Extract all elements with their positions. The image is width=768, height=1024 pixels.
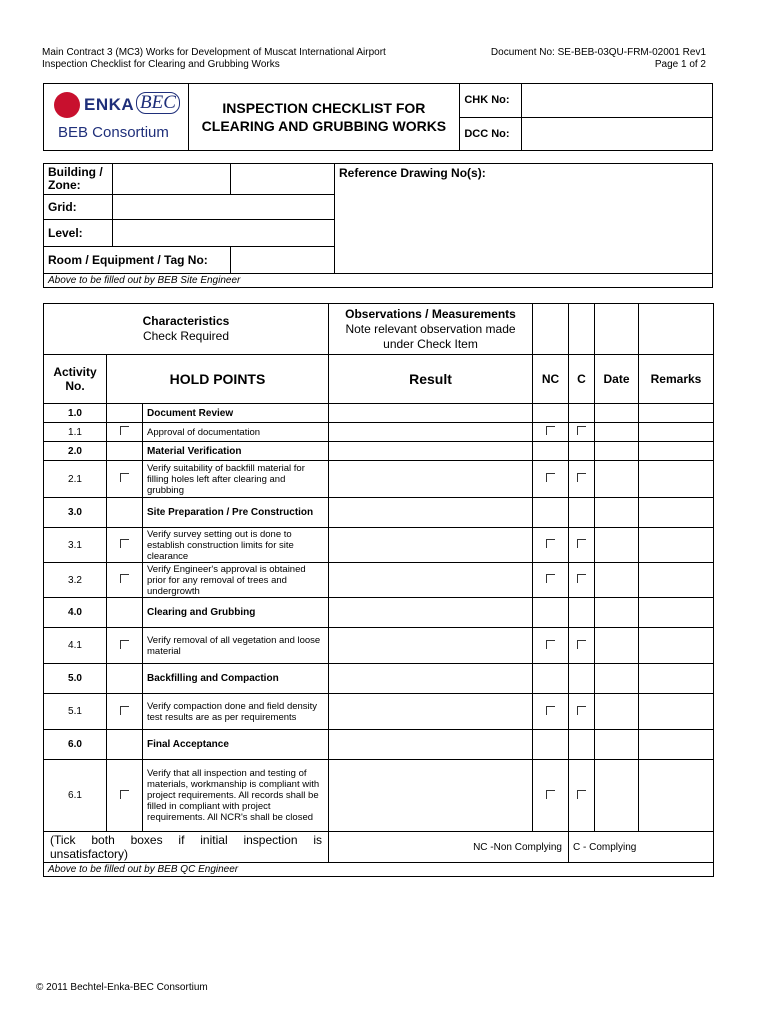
table-row	[44, 461, 714, 498]
remarks-field[interactable]	[639, 664, 714, 694]
c-check[interactable]	[569, 628, 595, 664]
date-field[interactable]	[595, 461, 639, 498]
date-field[interactable]	[595, 730, 639, 760]
date-field[interactable]	[595, 694, 639, 730]
activity-number: 3.0	[44, 498, 107, 528]
checkbox-icon[interactable]	[120, 790, 129, 799]
check-item-text: Document Review	[143, 404, 329, 423]
nc-check[interactable]	[533, 563, 569, 598]
date-field[interactable]	[595, 563, 639, 598]
remarks-field[interactable]	[639, 598, 714, 628]
c-check[interactable]	[569, 461, 595, 498]
checkbox-icon[interactable]	[577, 706, 586, 715]
hold-point-check	[107, 442, 143, 461]
nc-check	[533, 730, 569, 760]
checkbox-icon[interactable]	[577, 426, 586, 435]
activity-number: 2.0	[44, 442, 107, 461]
check-required-label: Check Required	[142, 329, 230, 343]
table-row	[44, 628, 714, 664]
c-check	[569, 598, 595, 628]
header-line1: Main Contract 3 (MC3) Works for Development of Muscat International Airport	[42, 47, 386, 58]
c-check	[569, 730, 595, 760]
checkbox-icon[interactable]	[120, 539, 129, 548]
hold-point-check	[107, 664, 143, 694]
table-row	[44, 563, 714, 598]
check-item-text: Verify Engineer's approval is obtained prior for any removal of trees and undergrowth	[143, 563, 329, 598]
observations-label: Observations / Measurements	[345, 306, 516, 321]
result-field[interactable]	[329, 694, 533, 730]
nc-check[interactable]	[533, 628, 569, 664]
activity-number: 3.1	[44, 528, 107, 563]
result-field[interactable]	[329, 461, 533, 498]
check-item-text: Clearing and Grubbing	[143, 598, 329, 628]
observations-header	[329, 304, 533, 355]
table-row	[44, 404, 714, 423]
check-item-text: Site Preparation / Pre Construction	[143, 498, 329, 528]
building-label: Building / Zone:	[44, 164, 113, 195]
nc-header: NC	[533, 355, 569, 404]
remarks-field[interactable]	[639, 730, 714, 760]
hold-points-header: HOLD POINTS	[107, 355, 329, 404]
c-check	[569, 498, 595, 528]
nc-legend: NC -Non Complying	[329, 832, 569, 863]
nc-check[interactable]	[533, 528, 569, 563]
activity-number: 6.0	[44, 730, 107, 760]
bechtel-seal-icon	[54, 92, 80, 118]
c-check[interactable]	[569, 694, 595, 730]
activity-number: 4.1	[44, 628, 107, 664]
result-field[interactable]	[329, 760, 533, 832]
copyright: © 2011 Bechtel-Enka-BEC Consortium	[36, 982, 208, 993]
result-field[interactable]	[329, 730, 533, 760]
date-field[interactable]	[595, 760, 639, 832]
c-header: C	[569, 355, 595, 404]
date-field[interactable]	[595, 442, 639, 461]
c-check[interactable]	[569, 528, 595, 563]
checkbox-icon[interactable]	[577, 574, 586, 583]
checkbox-icon[interactable]	[546, 706, 555, 715]
check-item-text: Material Verification	[143, 442, 329, 461]
form-title: INSPECTION CHECKLIST FOR CLEARING AND GRUBBING WORKS	[188, 84, 460, 151]
remarks-field[interactable]	[639, 442, 714, 461]
hold-point-check	[107, 730, 143, 760]
checkbox-icon[interactable]	[546, 473, 555, 482]
activity-number: 3.2	[44, 563, 107, 598]
activity-number: 1.0	[44, 404, 107, 423]
result-field[interactable]	[329, 563, 533, 598]
check-item-text: Approval of documentation	[143, 423, 329, 442]
result-field[interactable]	[329, 404, 533, 423]
remarks-field[interactable]	[639, 423, 714, 442]
remarks-field[interactable]	[639, 404, 714, 423]
remarks-field[interactable]	[639, 760, 714, 832]
result-field[interactable]	[329, 442, 533, 461]
nc-check	[533, 664, 569, 694]
checkbox-icon[interactable]	[120, 426, 129, 435]
checkbox-icon[interactable]	[120, 640, 129, 649]
activity-number: 1.1	[44, 423, 107, 442]
c-check[interactable]	[569, 563, 595, 598]
checkbox-icon[interactable]	[120, 574, 129, 583]
table-row	[44, 760, 714, 832]
check-item-text: Backfilling and Compaction	[143, 664, 329, 694]
document-number: Document No: SE-BEB-03QU-FRM-02001 Rev1	[490, 47, 706, 58]
date-field[interactable]	[595, 598, 639, 628]
c-legend: C - Complying	[569, 832, 714, 863]
hold-point-check[interactable]	[107, 760, 143, 832]
activity-number: 2.1	[44, 461, 107, 498]
checklist-table	[43, 303, 714, 877]
table-row	[44, 442, 714, 461]
date-field[interactable]	[595, 628, 639, 664]
check-item-text: Final Acceptance	[143, 730, 329, 760]
result-field[interactable]	[329, 528, 533, 563]
date-field[interactable]	[595, 423, 639, 442]
hold-point-check[interactable]	[107, 563, 143, 598]
checkbox-icon[interactable]	[546, 426, 555, 435]
checkbox-icon[interactable]	[577, 640, 586, 649]
characteristics-header	[44, 304, 329, 355]
qc-engineer-note: Above to be filled out by BEB QC Engineer	[44, 863, 714, 877]
check-item-text: Verify that all inspection and testing of materials, workmanship is compliant with project requirements. All records shall be filled in compliant with project requirements. All NCR's shall be closed	[143, 760, 329, 832]
remarks-header: Remarks	[639, 355, 714, 404]
grid-field[interactable]	[113, 195, 335, 220]
nc-check	[533, 498, 569, 528]
hold-point-check	[107, 498, 143, 528]
nc-check[interactable]	[533, 461, 569, 498]
activity-number: 6.1	[44, 760, 107, 832]
result-field[interactable]	[329, 423, 533, 442]
reference-drawing-label: Reference Drawing No(s):	[339, 166, 486, 180]
check-item-text: Verify removal of all vegetation and loose material	[143, 628, 329, 664]
zone-field[interactable]	[231, 164, 335, 195]
table-row	[44, 423, 714, 442]
table-row	[44, 528, 714, 563]
c-check[interactable]	[569, 423, 595, 442]
remarks-field[interactable]	[639, 628, 714, 664]
remarks-field[interactable]	[639, 498, 714, 528]
hold-point-check	[107, 598, 143, 628]
bec-logo: BEC	[136, 92, 180, 114]
page-number: Page 1 of 2	[654, 59, 706, 70]
date-field[interactable]	[595, 664, 639, 694]
checkbox-icon[interactable]	[577, 790, 586, 799]
checkbox-icon[interactable]	[120, 706, 129, 715]
remarks-field[interactable]	[639, 461, 714, 498]
nc-check[interactable]	[533, 760, 569, 832]
chk-label: CHK No:	[460, 84, 522, 118]
activity-number: 4.0	[44, 598, 107, 628]
nc-check	[533, 442, 569, 461]
grid-label: Grid:	[44, 195, 113, 220]
table-row	[44, 730, 714, 760]
nc-check	[533, 598, 569, 628]
activity-number: 5.0	[44, 664, 107, 694]
result-field[interactable]	[329, 664, 533, 694]
c-check	[569, 442, 595, 461]
consortium-name: BEB Consortium	[58, 124, 169, 141]
table-row	[44, 664, 714, 694]
observations-note: Note relevant observation made under Check Item	[345, 321, 516, 351]
hold-point-check[interactable]	[107, 423, 143, 442]
remarks-field[interactable]	[639, 694, 714, 730]
check-item-text: Verify suitability of backfill material for filling holes left after clearing and grubbing	[143, 461, 329, 498]
date-field[interactable]	[595, 528, 639, 563]
checkbox-icon[interactable]	[120, 473, 129, 482]
chk-number-field[interactable]	[521, 84, 712, 118]
checkbox-icon[interactable]	[546, 640, 555, 649]
result-field[interactable]	[329, 598, 533, 628]
room-label: Room / Equipment / Tag No:	[44, 247, 231, 274]
result-field[interactable]	[329, 628, 533, 664]
table-row	[44, 498, 714, 528]
nc-check	[533, 404, 569, 423]
hold-point-check[interactable]	[107, 628, 143, 664]
hold-point-check[interactable]	[107, 694, 143, 730]
building-field[interactable]	[113, 164, 231, 195]
activity-no-header: Activity No.	[44, 355, 107, 404]
result-field[interactable]	[329, 498, 533, 528]
result-header: Result	[329, 355, 533, 404]
table-row	[44, 598, 714, 628]
site-engineer-note: Above to be filled out by BEB Site Engineer	[44, 274, 713, 288]
checkbox-icon[interactable]	[546, 539, 555, 548]
remarks-field[interactable]	[639, 528, 714, 563]
hold-point-check[interactable]	[107, 528, 143, 563]
c-check	[569, 664, 595, 694]
table-row	[44, 694, 714, 730]
hold-point-check[interactable]	[107, 461, 143, 498]
level-label: Level:	[44, 220, 113, 247]
dcc-number-field[interactable]	[521, 117, 712, 151]
checkbox-icon[interactable]	[577, 539, 586, 548]
activity-number: 5.1	[44, 694, 107, 730]
hold-point-check	[107, 404, 143, 423]
reference-drawing-field[interactable]	[335, 164, 713, 274]
nc-check[interactable]	[533, 694, 569, 730]
checkbox-icon[interactable]	[546, 790, 555, 799]
checkbox-icon[interactable]	[546, 574, 555, 583]
title-block	[43, 83, 713, 151]
date-header: Date	[595, 355, 639, 404]
room-field[interactable]	[231, 247, 335, 274]
logo-cell	[44, 84, 189, 151]
header-line2: Inspection Checklist for Clearing and Grubbing Works	[42, 59, 280, 70]
c-check	[569, 404, 595, 423]
tick-note: (Tick both boxes if initial inspection is unsatisfactory)	[44, 832, 329, 863]
location-block	[43, 163, 713, 288]
nc-check[interactable]	[533, 423, 569, 442]
checkbox-icon[interactable]	[577, 473, 586, 482]
enka-logo: ENKA	[84, 95, 135, 114]
date-field[interactable]	[595, 498, 639, 528]
date-field[interactable]	[595, 404, 639, 423]
characteristics-label: Characteristics	[142, 314, 230, 328]
check-item-text: Verify survey setting out is done to establish construction limits for site clearance	[143, 528, 329, 563]
c-check[interactable]	[569, 760, 595, 832]
check-item-text: Verify compaction done and field density test results are as per requirements	[143, 694, 329, 730]
dcc-label: DCC No:	[460, 117, 522, 151]
remarks-field[interactable]	[639, 563, 714, 598]
level-field[interactable]	[113, 220, 335, 247]
